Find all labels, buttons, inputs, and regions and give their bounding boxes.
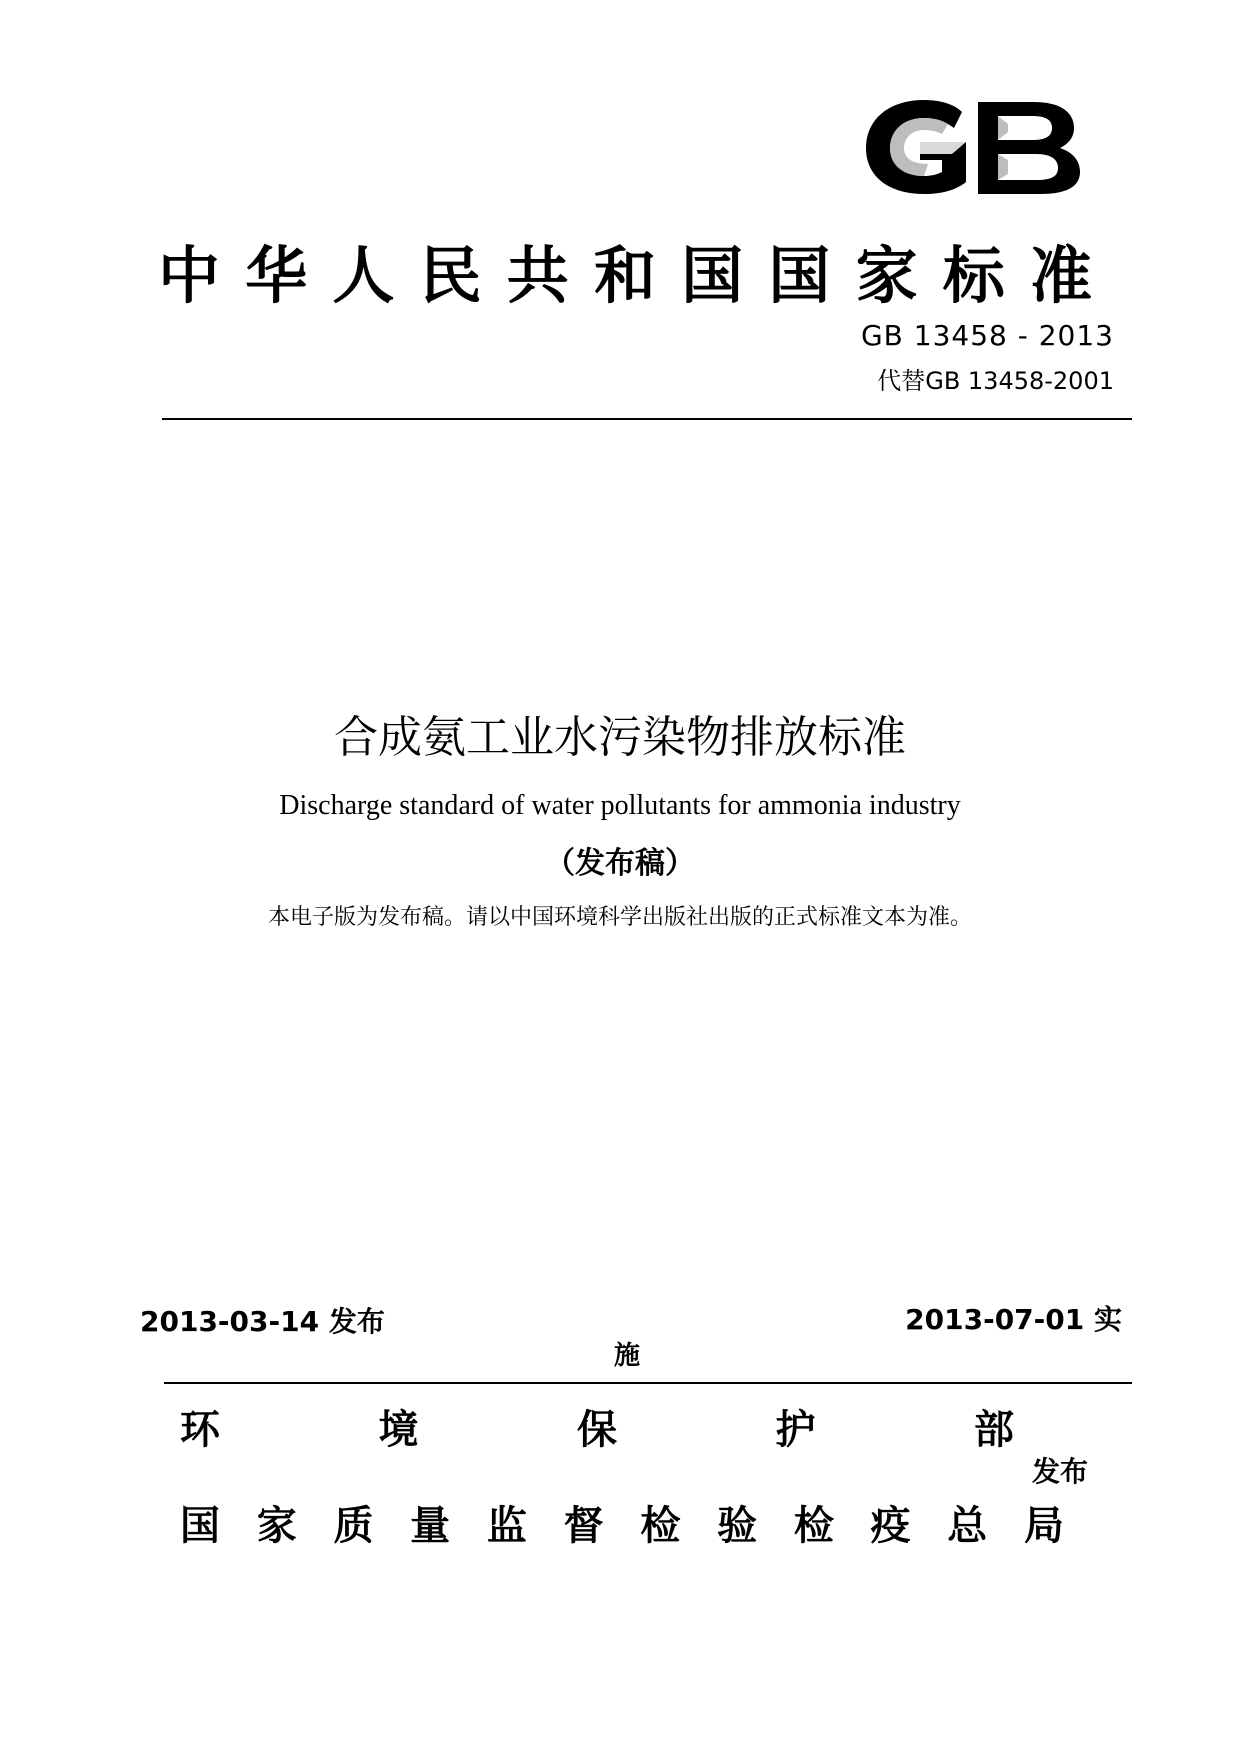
issue-label: 发布	[1032, 1455, 1089, 1488]
effective-date: 2013-07-01 实	[905, 1303, 1122, 1336]
document-title-en: Discharge standard of water pollutants for ammonia industry	[279, 790, 961, 821]
document-title-cn: 合成氨工业水污染物排放标准	[334, 712, 906, 763]
top-divider	[162, 418, 1132, 420]
replaces-standard: 代替GB 13458-2001	[877, 367, 1114, 395]
issuer-ministry: 环 境 保 护 部	[180, 1407, 1014, 1453]
country-standard-title: 中华人民共和国国家标准	[158, 239, 1098, 312]
bottom-divider	[164, 1382, 1132, 1384]
gb-logo	[862, 98, 1084, 196]
standard-number: GB 13458 - 2013	[860, 319, 1114, 352]
effective-date-suffix: 施	[614, 1341, 641, 1371]
draft-label: （发布稿）	[545, 846, 695, 881]
issuer-aqsiq: 国家质量监督检验检疫总局	[180, 1503, 1064, 1549]
publish-date: 2013-03-14 发布	[140, 1305, 385, 1338]
edition-note: 本电子版为发布稿。请以中国环境科学出版社出版的正式标准文本为准。	[267, 905, 972, 930]
